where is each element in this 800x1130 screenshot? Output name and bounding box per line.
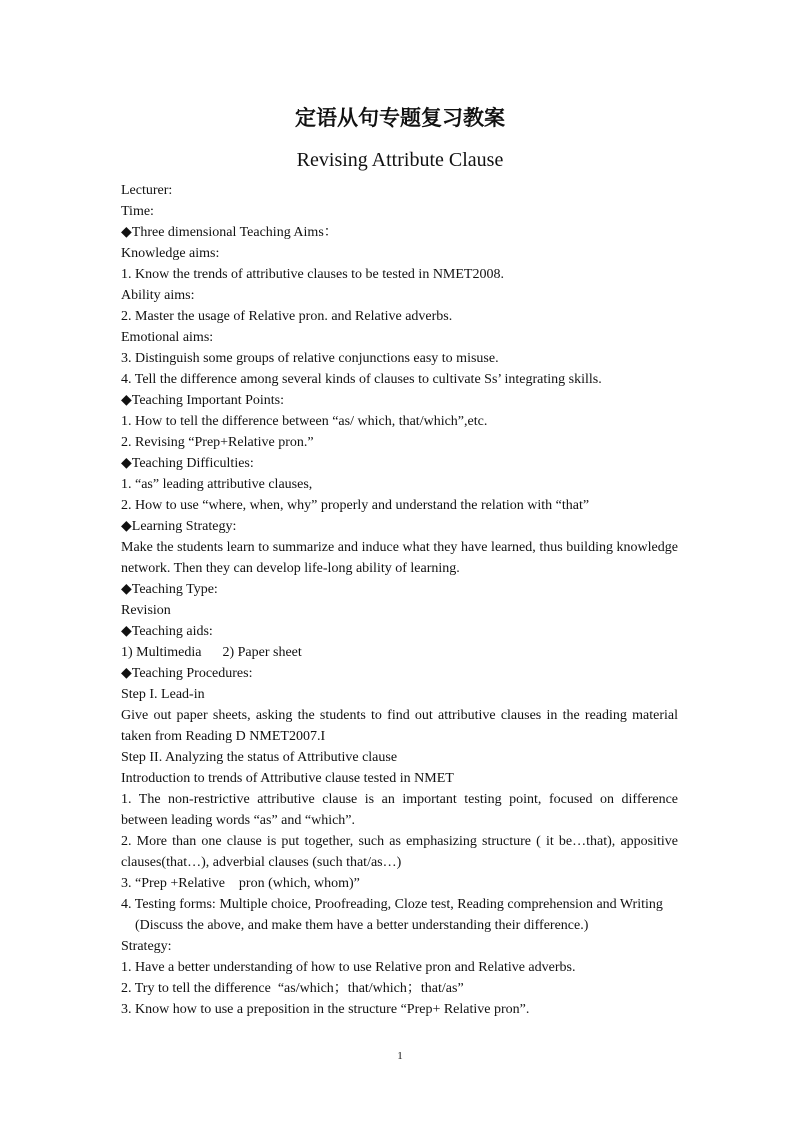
trend-4: 4. Testing forms: Multiple choice, Proofreading, Cloze test, Reading comprehension and Writing bbox=[121, 897, 663, 912]
section-heading-difficulties: ◆Teaching Difficulties: bbox=[121, 456, 254, 471]
page-number: 1 bbox=[397, 1050, 403, 1062]
step-2-heading: Step II. Analyzing the status of Attributive clause bbox=[121, 750, 398, 765]
emotional-aim-4: 4. Tell the difference among several kinds of clauses to cultivate Ss’ integrating skills. bbox=[121, 372, 602, 387]
lecturer-label: Lecturer: bbox=[121, 183, 173, 198]
step-1-heading: Step I. Lead-in bbox=[121, 687, 205, 702]
discussion-note: (Discuss the above, and make them have a better understanding their difference.) bbox=[135, 918, 589, 933]
section-heading-learning-strategy: ◆Learning Strategy: bbox=[121, 519, 237, 534]
knowledge-aims-label: Knowledge aims: bbox=[121, 246, 220, 261]
difficulty-1: 1. “as” leading attributive clauses, bbox=[121, 477, 313, 492]
ability-aim-2: 2. Master the usage of Relative pron. and Relative adverbs. bbox=[121, 309, 453, 324]
step-2-intro: Introduction to trends of Attributive clause tested in NMET bbox=[121, 771, 454, 786]
emotional-aims-label: Emotional aims: bbox=[121, 330, 214, 345]
emotional-aim-3: 3. Distinguish some groups of relative conjunctions easy to misuse. bbox=[121, 351, 499, 366]
learning-strategy-text: Make the students learn to summarize and induce what they have learned, thus building knowledge network. Then they can develop life-long ability of learning. bbox=[121, 540, 678, 576]
strategy-label: Strategy: bbox=[121, 939, 172, 954]
ability-aims-label: Ability aims: bbox=[121, 288, 195, 303]
teaching-type-value: Revision bbox=[121, 603, 171, 618]
trend-1: 1. The non-restrictive attributive clause is an important testing point, focused on difference between leading words “as” and “which”. bbox=[121, 792, 678, 828]
strategy-2: 2. Try to tell the difference “as/which；that/which；that/as” bbox=[121, 981, 464, 996]
time-label: Time: bbox=[121, 204, 154, 219]
strategy-3: 3. Know how to use a preposition in the structure “Prep+ Relative pron”. bbox=[121, 1002, 530, 1017]
strategy-1: 1. Have a better understanding of how to use Relative pron and Relative adverbs. bbox=[121, 960, 576, 975]
document-body bbox=[121, 180, 678, 1020]
section-heading-important-points: ◆Teaching Important Points: bbox=[121, 393, 284, 408]
knowledge-aim-1: 1. Know the trends of attributive clauses to be tested in NMET2008. bbox=[121, 267, 504, 282]
difficulty-2: 2. How to use “where, when, why” properly and understand the relation with “that” bbox=[121, 498, 590, 513]
section-heading-procedures: ◆Teaching Procedures: bbox=[121, 666, 253, 681]
section-heading-teaching-type: ◆Teaching Type: bbox=[121, 582, 218, 597]
step-1-text: Give out paper sheets, asking the students to find out attributive clauses in the reading material taken from Reading D NMET2007.I bbox=[121, 708, 678, 744]
important-point-1: 1. How to tell the difference between “as/ which, that/which”,etc. bbox=[121, 414, 488, 429]
trend-3: 3. “Prep +Relative pron (which, whom)” bbox=[121, 876, 360, 891]
teaching-aids-value: 1) Multimedia 2) Paper sheet bbox=[121, 645, 302, 660]
document-title-english: Revising Attribute Clause bbox=[296, 149, 504, 171]
section-heading-teaching-aids: ◆Teaching aids: bbox=[121, 624, 213, 639]
document-title-chinese: 定语从句专题复习教案 bbox=[295, 106, 505, 130]
important-point-2: 2. Revising “Prep+Relative pron.” bbox=[121, 435, 314, 450]
trend-2: 2. More than one clause is put together, such as emphasizing structure ( it be…that), appositive clauses(that…), adverbial clauses (such that/as…) bbox=[121, 834, 678, 870]
section-heading-aims: ◆Three dimensional Teaching Aims： bbox=[121, 225, 338, 240]
